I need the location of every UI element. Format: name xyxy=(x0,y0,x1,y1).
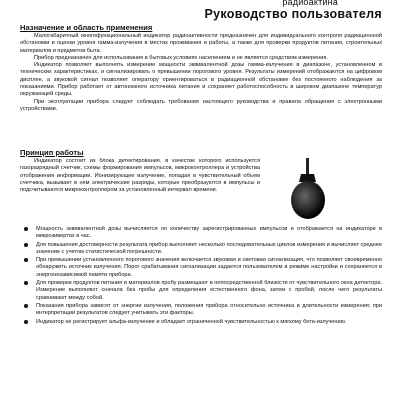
bullet-icon xyxy=(24,258,28,262)
header-subtitle: радиоактина xyxy=(282,0,338,7)
list-item: Показания прибора зависят от энергии излучения, положения прибора относительно источника и длительности измерения; при интерпретации результатов следует учитывать эти факторы. xyxy=(22,303,382,318)
list-item: Мощность эквивалентной дозы вычисляется по количеству зарегистрированных импульсов и отображается на индикаторе в микрозивертах в час. xyxy=(22,226,382,241)
intro-paragraph: Индикатор позволяет выполнять измерение мощности эквивалентной дозы гамма-излучения в диапазоне, установленном в технических характеристиках, и сигнализировать о превышении порогового уровня. Результаты измерений отображаются на цифровом дисплее, а звуковой сигнал позволяет оператору ориентироваться в радиационной обстановке без постоянного наблюдения за показаниями. Прибор работает от автономного источника питания и сохраняет работоспособность в широком диапазоне температур окружающей среды. xyxy=(20,62,382,98)
bullet-icon xyxy=(24,243,28,247)
list-item: Индикатор не регистрирует альфа-излучение и обладает ограниченной чувствительностью к мягкому бета-излучению. xyxy=(22,319,382,326)
section-heading-intro: Назначение и область применения xyxy=(20,23,153,32)
intro-paragraph: При эксплуатации прибора следует соблюдать требования настоящего руководства и правила обращения с электронными устройствами. xyxy=(20,98,382,112)
intro-paragraph: Прибор предназначен для использования в бытовых условиях населением и не является средством измерения. xyxy=(34,54,328,61)
geiger-counter-probe-icon xyxy=(268,156,348,222)
principle-paragraph: Индикатор состоит из блока детектирования, в качестве которого используется газоразрядный счетчик, схемы формирования импульсов, микроконтроллера и устройства отображения информации. Ионизирующее излучение, попадая в чувствительный объем счетчика, вызывает в нем электрические разряды, которые преобразуются в импульсы и подсчитываются микроконтроллером за установленный интервал времени. xyxy=(20,158,260,194)
list-item: Для проверки продуктов питания и материалов пробу размещают в непосредственной близости от чувствительного окна детектора. Измерение выполняют сначала без пробы для определения естественного фона, затем с пробой, после чего результаты сравнивают между собой. xyxy=(22,280,382,302)
list-item: При превышении установленного порогового значения включается звуковая и световая сигнализация, что позволяет своевременно обнаружить источник излучения. Порог срабатывания сигнализации задается пользователем в режиме настройки и сохраняется в энергонезависимой памяти прибора. xyxy=(22,257,382,279)
intro-paragraph: Малогабаритный многофункциональный индикатор радиоактивности предназначен для индивидуального контроля радиационной обстановки и оценки уровня гамма-излучения в местах проживания и работы, а также для проверки продуктов питания, строительных материалов и предметов быта. xyxy=(20,33,382,54)
bullet-icon xyxy=(24,281,28,285)
principle-bullet-list xyxy=(22,226,382,327)
bullet-icon xyxy=(24,304,28,308)
document-title: Руководство пользователя xyxy=(204,7,382,21)
principle-intro-body xyxy=(20,158,260,224)
section-intro-body xyxy=(20,33,382,145)
section-heading-principle: Принцип работы xyxy=(20,148,84,157)
list-item: Для повышения достоверности результата прибор выполняет несколько последовательных циклов измерения и вычисляет среднее значение с учетом статистической погрешности. xyxy=(22,242,382,257)
bullet-icon xyxy=(24,320,28,324)
bullet-icon xyxy=(24,227,28,231)
